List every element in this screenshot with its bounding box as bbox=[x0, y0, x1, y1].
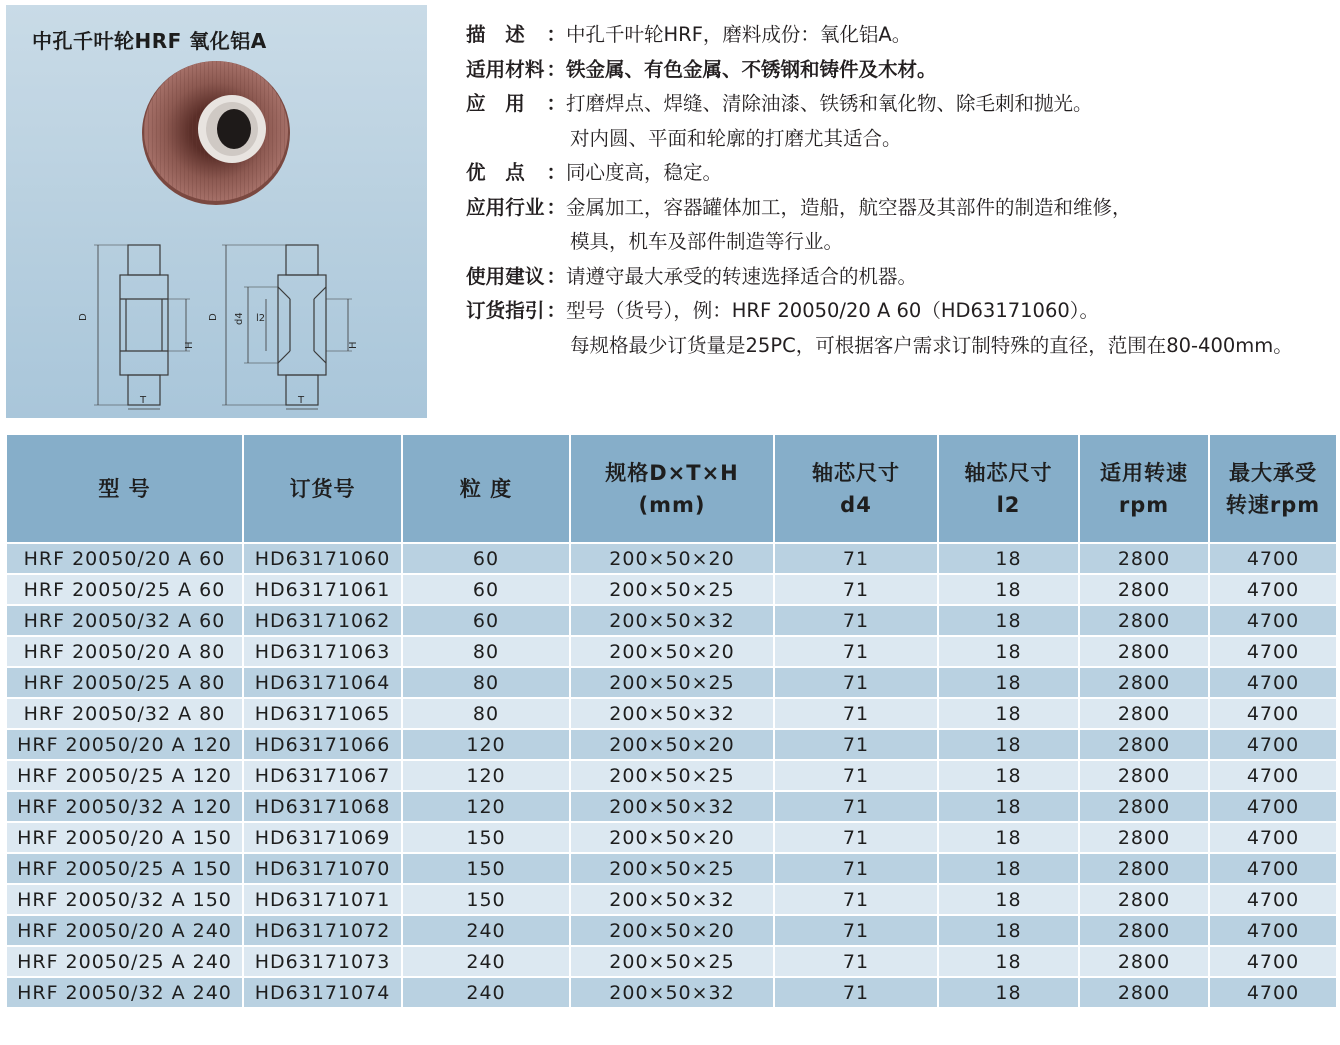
label-T-right: T bbox=[298, 395, 305, 406]
table-cell: 2800 bbox=[1079, 853, 1209, 884]
product-description bbox=[466, 18, 1336, 363]
table-cell: HD63171064 bbox=[243, 667, 402, 698]
table-cell: HRF 20050/32 A 150 bbox=[6, 884, 243, 915]
table-cell: HD63171063 bbox=[243, 636, 402, 667]
table-body bbox=[6, 543, 1337, 1008]
table-cell: 71 bbox=[774, 760, 938, 791]
table-row bbox=[6, 822, 1337, 853]
table-cell: 4700 bbox=[1209, 946, 1337, 977]
table-cell: HD63171068 bbox=[243, 791, 402, 822]
column-header bbox=[570, 434, 774, 543]
table-row bbox=[6, 605, 1337, 636]
table-cell: 4700 bbox=[1209, 822, 1337, 853]
table-cell: 200×50×25 bbox=[570, 574, 774, 605]
table-cell: 200×50×25 bbox=[570, 946, 774, 977]
table-row bbox=[6, 915, 1337, 946]
table-cell: 71 bbox=[774, 636, 938, 667]
table-cell: 18 bbox=[938, 822, 1079, 853]
table-cell: 71 bbox=[774, 543, 938, 574]
table-cell: 2800 bbox=[1079, 636, 1209, 667]
table-cell: HRF 20050/25 A 120 bbox=[6, 760, 243, 791]
column-header bbox=[774, 434, 938, 543]
table-row bbox=[6, 977, 1337, 1008]
table-cell: 200×50×25 bbox=[570, 667, 774, 698]
desc-row bbox=[466, 87, 1336, 122]
table-cell: 150 bbox=[402, 884, 570, 915]
desc-continuation: 对内圆、平面和轮廓的打磨尤其适合。 bbox=[570, 126, 902, 150]
table-cell: 80 bbox=[402, 636, 570, 667]
table-cell: HD63171060 bbox=[243, 543, 402, 574]
table-cell: 200×50×32 bbox=[570, 791, 774, 822]
table-row bbox=[6, 760, 1337, 791]
column-header-line: 最大承受 bbox=[1229, 460, 1317, 485]
table-cell: 200×50×20 bbox=[570, 729, 774, 760]
desc-value: 同心度高，稳定。 bbox=[566, 161, 723, 184]
table-row bbox=[6, 853, 1337, 884]
table-cell: 200×50×32 bbox=[570, 605, 774, 636]
table-row bbox=[6, 791, 1337, 822]
table-cell: 18 bbox=[938, 698, 1079, 729]
table-row bbox=[6, 543, 1337, 574]
table-cell: 80 bbox=[402, 698, 570, 729]
desc-value: 金属加工，容器罐体加工，造船，航空器及其部件的制造和维修， bbox=[566, 195, 1132, 219]
label-D-left: D bbox=[78, 313, 89, 321]
table-cell: HD63171062 bbox=[243, 605, 402, 636]
desc-continuation: 每规格最少订货量是25PC，可根据客户需求订制特殊的直径，范围在80-400mm。 bbox=[570, 333, 1293, 357]
dimension-drawing bbox=[76, 237, 376, 417]
column-header-line: 规格D×T×H bbox=[605, 460, 739, 485]
table-cell: 60 bbox=[402, 543, 570, 574]
table-cell: 18 bbox=[938, 915, 1079, 946]
table-cell: 200×50×20 bbox=[570, 822, 774, 853]
table-cell: 240 bbox=[402, 946, 570, 977]
table-cell: HRF 20050/32 A 80 bbox=[6, 698, 243, 729]
column-header-line: 粒 度 bbox=[459, 476, 513, 501]
table-cell: 120 bbox=[402, 729, 570, 760]
table-cell: 4700 bbox=[1209, 791, 1337, 822]
table-cell: 18 bbox=[938, 636, 1079, 667]
desc-row bbox=[466, 191, 1336, 226]
table-cell: HRF 20050/32 A 60 bbox=[6, 605, 243, 636]
desc-label: 描 述 ： bbox=[466, 23, 566, 46]
table-cell: 2800 bbox=[1079, 791, 1209, 822]
label-T-left: T bbox=[140, 395, 147, 406]
desc-label: 适 用 材 料 ： bbox=[466, 57, 566, 81]
table-cell: 200×50×25 bbox=[570, 853, 774, 884]
table-cell: HD63171071 bbox=[243, 884, 402, 915]
table-cell: 200×50×20 bbox=[570, 915, 774, 946]
table-cell: 18 bbox=[938, 853, 1079, 884]
column-header bbox=[938, 434, 1079, 543]
table-cell: 71 bbox=[774, 946, 938, 977]
table-cell: 71 bbox=[774, 791, 938, 822]
table-cell: 71 bbox=[774, 667, 938, 698]
table-cell: HRF 20050/25 A 240 bbox=[6, 946, 243, 977]
table-cell: 2800 bbox=[1079, 698, 1209, 729]
table-cell: HRF 20050/20 A 80 bbox=[6, 636, 243, 667]
table-cell: 4700 bbox=[1209, 977, 1337, 1008]
product-image-panel bbox=[6, 5, 427, 418]
table-cell: HRF 20050/20 A 240 bbox=[6, 915, 243, 946]
table-cell: HRF 20050/25 A 80 bbox=[6, 667, 243, 698]
desc-row bbox=[466, 53, 1336, 88]
column-header bbox=[243, 434, 402, 543]
table-row bbox=[6, 729, 1337, 760]
table-cell: 150 bbox=[402, 822, 570, 853]
table-cell: 4700 bbox=[1209, 574, 1337, 605]
table-cell: 18 bbox=[938, 884, 1079, 915]
table-cell: 2800 bbox=[1079, 574, 1209, 605]
flap-wheel-photo bbox=[136, 51, 296, 211]
table-cell: 71 bbox=[774, 977, 938, 1008]
desc-value: 铁金属、有色金属、不锈钢和铸件及木材。 bbox=[566, 57, 937, 81]
table-cell: 18 bbox=[938, 946, 1079, 977]
table-cell: 18 bbox=[938, 543, 1079, 574]
table-row bbox=[6, 884, 1337, 915]
desc-row bbox=[466, 18, 1336, 53]
table-cell: 71 bbox=[774, 853, 938, 884]
table-cell: 2800 bbox=[1079, 822, 1209, 853]
table-cell: 4700 bbox=[1209, 543, 1337, 574]
column-header-line: (mm) bbox=[638, 492, 706, 517]
table-row bbox=[6, 574, 1337, 605]
table-cell: 18 bbox=[938, 574, 1079, 605]
table-cell: HRF 20050/20 A 150 bbox=[6, 822, 243, 853]
table-cell: 4700 bbox=[1209, 915, 1337, 946]
table-cell: 240 bbox=[402, 977, 570, 1008]
table-cell: 2800 bbox=[1079, 605, 1209, 636]
table-cell: 18 bbox=[938, 760, 1079, 791]
table-cell: 80 bbox=[402, 667, 570, 698]
table-cell: 200×50×25 bbox=[570, 760, 774, 791]
label-l2: l2 bbox=[256, 313, 266, 324]
desc-label: 应 用 ： bbox=[466, 92, 566, 115]
table-cell: 4700 bbox=[1209, 760, 1337, 791]
label-d4: d4 bbox=[234, 312, 245, 325]
table-cell: 18 bbox=[938, 729, 1079, 760]
table-cell: 240 bbox=[402, 915, 570, 946]
label-D-right: D bbox=[208, 313, 219, 321]
table-row bbox=[6, 636, 1337, 667]
table-cell: 150 bbox=[402, 853, 570, 884]
table-row bbox=[6, 946, 1337, 977]
desc-row bbox=[466, 156, 1336, 191]
table-cell: 71 bbox=[774, 915, 938, 946]
table-cell: HD63171070 bbox=[243, 853, 402, 884]
desc-label: 优 点 ： bbox=[466, 161, 566, 184]
table-cell: 18 bbox=[938, 977, 1079, 1008]
desc-row bbox=[466, 294, 1336, 329]
table-cell: HD63171069 bbox=[243, 822, 402, 853]
column-header-line: 转速rpm bbox=[1225, 492, 1321, 517]
table-cell: 120 bbox=[402, 760, 570, 791]
desc-value: 中孔千叶轮HRF，磨料成份：氧化铝A。 bbox=[566, 23, 912, 46]
table-row bbox=[6, 698, 1337, 729]
table-cell: 4700 bbox=[1209, 853, 1337, 884]
table-cell: HD63171067 bbox=[243, 760, 402, 791]
table-cell: 4700 bbox=[1209, 636, 1337, 667]
column-header bbox=[6, 434, 243, 543]
table-cell: HRF 20050/20 A 120 bbox=[6, 729, 243, 760]
desc-row bbox=[466, 260, 1336, 295]
table-cell: 2800 bbox=[1079, 977, 1209, 1008]
column-header-line: 轴芯尺寸 bbox=[812, 460, 900, 485]
table-cell: 200×50×32 bbox=[570, 977, 774, 1008]
table-cell: 71 bbox=[774, 822, 938, 853]
desc-label: 应 用 行 业 ： bbox=[466, 195, 566, 219]
desc-value: 打磨焊点、焊缝、清除油漆、铁锈和氧化物、除毛刺和抛光。 bbox=[566, 92, 1093, 115]
table-cell: HD63171065 bbox=[243, 698, 402, 729]
table-header-row bbox=[6, 434, 1337, 543]
table-cell: 200×50×20 bbox=[570, 543, 774, 574]
label-H-right: H bbox=[348, 341, 359, 349]
table-cell: HRF 20050/32 A 240 bbox=[6, 977, 243, 1008]
desc-label: 使 用 建 议 ： bbox=[466, 264, 566, 288]
table-cell: HD63171074 bbox=[243, 977, 402, 1008]
column-header-line: rpm bbox=[1118, 492, 1170, 517]
table-cell: 200×50×32 bbox=[570, 698, 774, 729]
table-cell: HD63171066 bbox=[243, 729, 402, 760]
product-title: 中孔千叶轮HRF 氧化铝A bbox=[32, 29, 267, 53]
table-cell: 71 bbox=[774, 884, 938, 915]
desc-label: 订 货 指 引 ： bbox=[466, 299, 566, 322]
column-header-line: d4 bbox=[840, 492, 872, 517]
table-cell: 4700 bbox=[1209, 667, 1337, 698]
table-cell: 2800 bbox=[1079, 915, 1209, 946]
table-cell: 200×50×20 bbox=[570, 636, 774, 667]
desc-continuation: 模具，机车及部件制造等行业。 bbox=[570, 230, 844, 253]
table-cell: 2800 bbox=[1079, 884, 1209, 915]
table-cell: 18 bbox=[938, 791, 1079, 822]
table-cell: HRF 20050/25 A 60 bbox=[6, 574, 243, 605]
table-cell: 120 bbox=[402, 791, 570, 822]
column-header-line: 适用转速 bbox=[1100, 460, 1188, 485]
table-cell: 2800 bbox=[1079, 543, 1209, 574]
desc-value: 请遵守最大承受的转速选择适合的机器。 bbox=[566, 264, 918, 288]
table-cell: HRF 20050/20 A 60 bbox=[6, 543, 243, 574]
table-cell: 2800 bbox=[1079, 667, 1209, 698]
table-cell: 18 bbox=[938, 605, 1079, 636]
column-header bbox=[1209, 434, 1337, 543]
column-header-line: 轴芯尺寸 bbox=[964, 460, 1053, 485]
table-cell: 71 bbox=[774, 729, 938, 760]
table-cell: 60 bbox=[402, 574, 570, 605]
table-cell: HD63171072 bbox=[243, 915, 402, 946]
table-cell: HRF 20050/32 A 120 bbox=[6, 791, 243, 822]
table-cell: 2800 bbox=[1079, 946, 1209, 977]
table-cell: 71 bbox=[774, 698, 938, 729]
table-cell: 4700 bbox=[1209, 605, 1337, 636]
table-cell: 18 bbox=[938, 667, 1079, 698]
table-cell: 71 bbox=[774, 574, 938, 605]
column-header-line: 型 号 bbox=[98, 476, 151, 501]
desc-value: 型号（货号），例：HRF 20050/20 A 60（HD63171060）。 bbox=[566, 299, 1100, 322]
table-cell: 60 bbox=[402, 605, 570, 636]
column-header bbox=[402, 434, 570, 543]
table-cell: 200×50×32 bbox=[570, 884, 774, 915]
column-header bbox=[1079, 434, 1209, 543]
table-cell: HRF 20050/25 A 150 bbox=[6, 853, 243, 884]
column-header-line: l2 bbox=[996, 492, 1021, 517]
table-cell: 71 bbox=[774, 605, 938, 636]
table-cell: HD63171073 bbox=[243, 946, 402, 977]
table-cell: 4700 bbox=[1209, 698, 1337, 729]
column-header-line: 订货号 bbox=[289, 476, 356, 501]
table-cell: 2800 bbox=[1079, 729, 1209, 760]
table-cell: 4700 bbox=[1209, 729, 1337, 760]
label-H-left: H bbox=[184, 341, 195, 349]
table-cell: HD63171061 bbox=[243, 574, 402, 605]
specification-table bbox=[5, 433, 1338, 1009]
table-cell: 2800 bbox=[1079, 760, 1209, 791]
table-row bbox=[6, 667, 1337, 698]
table-cell: 4700 bbox=[1209, 884, 1337, 915]
